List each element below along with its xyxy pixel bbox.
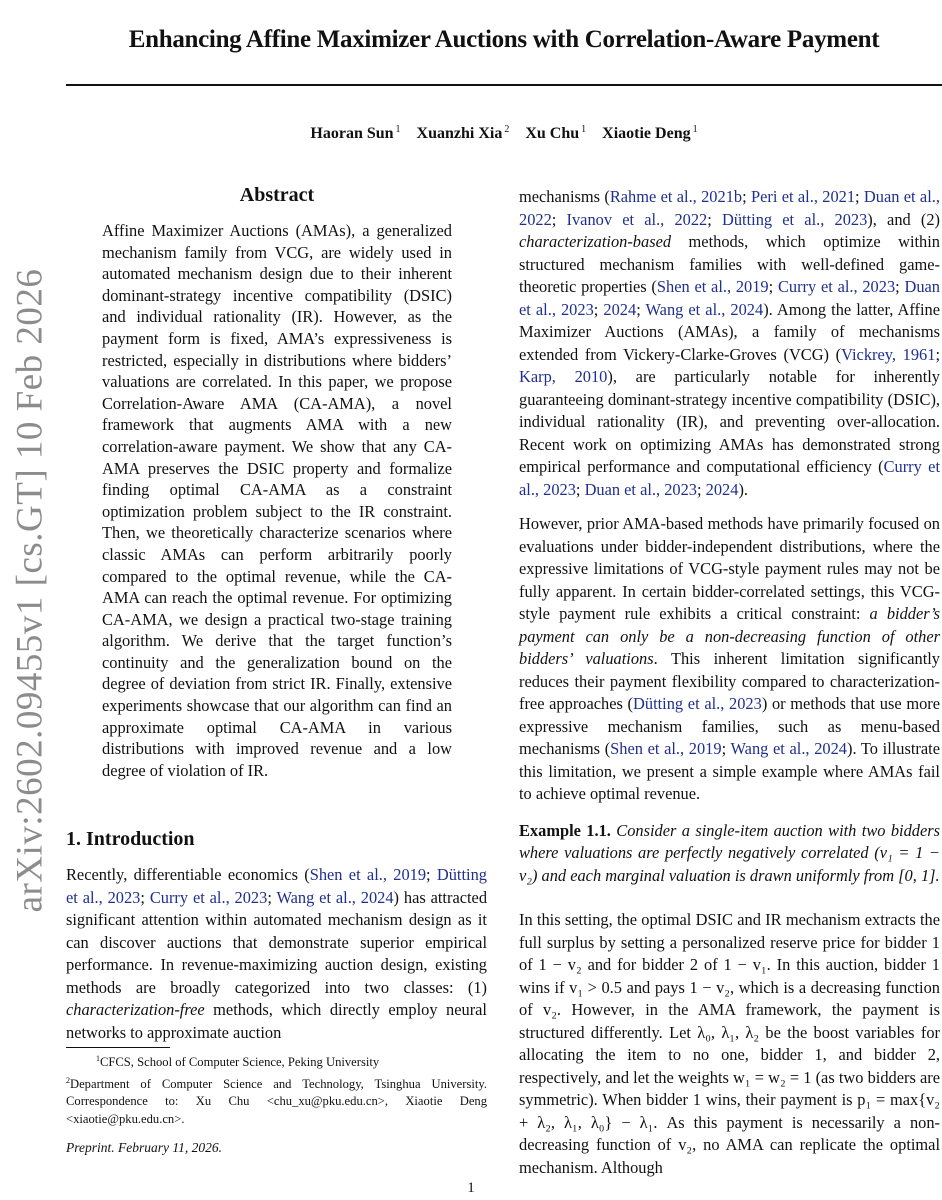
footnote-2 <box>66 1072 487 1129</box>
citation-link[interactable]: Ivanov et al., 2022 <box>566 209 708 229</box>
citation-link[interactable]: Rahme et al., 2021b <box>609 187 743 206</box>
text: ; <box>593 299 604 319</box>
text: ; <box>140 887 150 907</box>
citation-link[interactable]: 2024 <box>603 299 637 319</box>
text: ) has attracted significant attention within automated mechanism design as it can discover auctions that demonstrate superior empirical performance. In revenue-maximizing auction design, existing methods are broadly categorized into two classes: (1) <box>66 887 488 997</box>
emphasis: a bidder’s payment can only be a non-decreasing function of other bidders’ valuations <box>519 604 940 668</box>
footnote-text: CFCS, School of Computer Science, Peking University <box>100 1055 380 1070</box>
arxiv-stamp <box>4 240 56 940</box>
affiliation-mark: 2 <box>504 124 510 135</box>
text: However, prior AMA-based methods have primarily focused on evaluations under bidder-independent distributions, where the expressive limitations of VCG-style payment rules may not be fully apparent. In certain bidder-correlated settings, this VCG-style payment rule exhibits a critical constraint: <box>519 514 940 623</box>
citation-link[interactable]: Shen et al., 2019 <box>309 865 427 884</box>
text: ; <box>426 865 437 884</box>
text: ; <box>636 299 646 319</box>
citation-link[interactable]: Wang et al., 2024 <box>276 887 394 907</box>
introduction-paragraph-1-left <box>66 864 487 1044</box>
right-column <box>519 186 940 1179</box>
arxiv-identifier: arXiv:2602.09455v1 [cs.GT] 10 Feb 2026 <box>9 268 51 912</box>
text: ), are particularly notable for inherently guaranteeing dominant-strategy incentive compatibility (DSIC), individual rationality (IR), and preventing over-allocation. Recent work on optimizing AMAs has demonstrated strong empirical performance and computational efficiency ( <box>519 367 940 476</box>
author-name: Haoran Sun <box>310 125 394 143</box>
text: ). Among the latter, Affine Maximizer Auctions (AMAs), a family of mechanisms extended from Vickery-Clarke-Groves (VCG) ( <box>519 299 940 364</box>
footnote-mark: 2 <box>66 1075 70 1085</box>
citation-link[interactable]: Vickrey, 1961 <box>841 344 936 364</box>
citation-link[interactable]: Curry et al., 2023 <box>777 277 896 296</box>
text: mechanisms ( <box>519 187 610 206</box>
citation-link[interactable]: Dütting et al., 2023 <box>66 865 487 907</box>
example-block <box>519 820 940 888</box>
text: ; <box>935 344 940 364</box>
page-number: 1 <box>467 1180 475 1196</box>
text: methods, which directly employ neural networks to approximate auction <box>66 1000 487 1042</box>
author <box>310 125 400 142</box>
text: ), and (2) <box>867 209 941 229</box>
text: ). <box>738 479 748 499</box>
author-name: Xuanzhi Xia <box>416 125 503 143</box>
text: ; <box>697 479 706 499</box>
text: ; <box>707 209 722 229</box>
citation-link[interactable]: Shen et al., 2019 <box>610 739 722 758</box>
text: ; <box>551 209 567 229</box>
citation-link[interactable]: Peri et al., 2021 <box>750 187 856 206</box>
affiliation-mark: 1 <box>692 124 698 135</box>
citation-link[interactable]: Duan et al., 2023 <box>519 277 940 319</box>
text: ; <box>721 739 731 758</box>
text: ; <box>768 277 778 296</box>
author-list <box>66 124 942 143</box>
text: ) or methods that use more expressive mechanism families, such as menu-based mechanisms ( <box>519 694 941 758</box>
example-text: Consider a single-item auction with two bidders where valuations are perfectly negatively correlated (v₁ = 1 − v₂) and each marginal valuation is drawn uniformly from [0, 1]. <box>519 820 940 885</box>
text: ). To illustrate this limitation, we present a simple example where AMAs fail to achieve optimal revenue. <box>519 739 940 803</box>
abstract-text: Affine Maximizer Auctions (AMAs), a generalized mechanism family from VCG, are widely used in automated mechanism design due to their inherent dominant-strategy incentive compatibility (DSIC) and individual rationality (IR). However, as the payment form is fixed, AMA’s expressiveness is restricted, especially in distributions where bidders’ valuations are correlated. In this paper, we propose Correlation-Aware AMA (CA-AMA), a novel framework that augments AMA with a new correlation-aware payment. We show that any CA-AMA preserves the DSIC property and formalize finding optimal CA-AMA as a constraint optimization problem subject to the IR constraint. Then, we theoretically characterize scenarios where classic AMAs can perform arbitrarily poorly compared to the optimal revenue, while the CA-AMA can reach the optimal revenue. For optimizing CA-AMA, we design a practical two-stage training algorithm. We derive that the target function’s continuity and the generalization bound on the degree of deviation from strict IR. Finally, extensive experiments showcase that our algorithm can find an approximate optimal CA-AMA in various distributions with improved revenue and a low degree of violation of IR. <box>102 221 452 780</box>
citation-link[interactable]: Karp, 2010 <box>519 367 608 386</box>
citation-link[interactable]: Wang et al., 2024 <box>645 299 764 319</box>
text: . This inherent limitation significantly reduces their payment flexibility compared to characterization-free approaches ( <box>519 649 940 713</box>
emphasis: characterization-based <box>519 232 672 251</box>
citation-link[interactable]: Shen et al., 2019 <box>656 277 769 296</box>
author-name: Xu Chu <box>525 125 580 143</box>
citation-link[interactable]: Dütting et al., 2023 <box>633 694 762 713</box>
emphasis: characterization-free <box>66 1000 205 1019</box>
text: ; <box>267 887 277 907</box>
citation-link[interactable]: Duan et al., 2023 <box>584 479 697 499</box>
citation-link[interactable]: Curry et al., 2023 <box>519 457 940 499</box>
text: ; <box>575 479 585 499</box>
paragraph <box>519 513 940 806</box>
citation-link[interactable]: Wang et al., 2024 <box>730 739 847 758</box>
citation-link[interactable]: 2024 <box>705 479 739 499</box>
affiliation-mark: 1 <box>581 124 587 135</box>
footnotes <box>66 1050 487 1128</box>
preprint-notice: Preprint. February 11, 2026. <box>66 1140 222 1155</box>
text: ; <box>742 187 751 206</box>
abstract-heading: Abstract <box>239 184 315 206</box>
paragraph <box>66 864 487 1044</box>
author-name: Xiaotie Deng <box>602 125 691 143</box>
citation-link[interactable]: Dütting et al., 2023 <box>722 209 868 229</box>
text: ; <box>895 277 905 296</box>
citation-link[interactable]: Curry et al., 2023 <box>149 887 268 907</box>
footnote-divider <box>66 1047 170 1048</box>
citation-link[interactable]: Duan et al., 2022 <box>519 187 940 229</box>
text: methods, which optimize within structured mechanism families with well-defined game-theoretic properties ( <box>519 232 940 296</box>
title-divider <box>66 84 942 86</box>
paper-title: Enhancing Affine Maximizer Auctions with Correlation-Aware Payment <box>128 26 880 53</box>
example-label: Example 1.1. <box>519 820 611 840</box>
author <box>525 125 586 142</box>
footnote-text: Department of Computer Science and Technology, Tsinghua University. Correspondence to: Xu Chu <chu_xu@pku.edu.cn>, Xiaotie Deng <xiaotie@pku.edu.cn>. <box>66 1076 487 1126</box>
author <box>602 125 697 142</box>
paragraph: In this setting, the optimal DSIC and IR mechanism extracts the full surplus by setting a personalized reserve price for bidder 1 of 1 − v₂ and for bidder 2 of 1 − v₁. In this auction, bidder 1 wins if v₁ > 0.5 and pays 1 − v₂, which is a decreasing function of v₂. However, in the AMA framework, the payment is structured differently. Let λ₀, λ₁, λ₂ be the boost variables for allocating the item to no one, bidder 1, and bidder 2, respectively, and let the weights w₁ = w₂ = 1 (as two bidders are symmetric). When bidder 1 wins, their payment is p₁ = max{v₂ + λ₂, λ₁, λ₀} − λ₁. As this payment is necessarily a non-decreasing function of v₂, no AMA can replicate the optimal mechanism. Although <box>519 910 940 1177</box>
paragraph-continued <box>519 186 940 501</box>
footnote-1 <box>66 1050 487 1072</box>
footnote-mark: 1 <box>96 1054 100 1063</box>
text: Recently, differentiable economics ( <box>66 865 310 884</box>
affiliation-mark: 1 <box>395 124 401 135</box>
author <box>417 125 510 142</box>
text: ; <box>855 187 864 206</box>
section-heading-introduction: 1. Introduction <box>66 828 195 850</box>
